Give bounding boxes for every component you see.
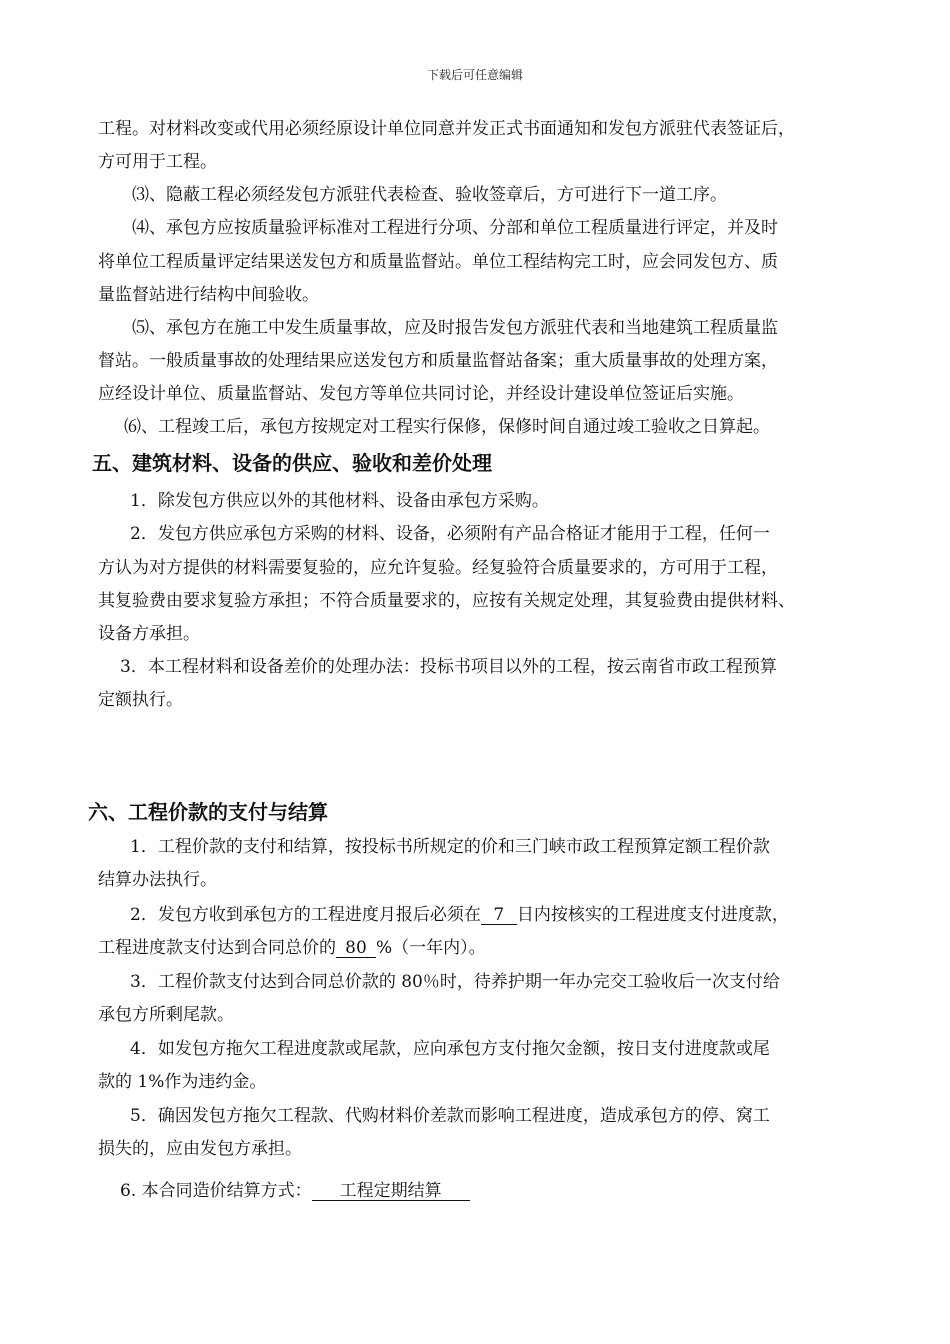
paragraph-line: 承包方所剩尾款。 [98, 1005, 234, 1025]
paragraph-line: 其复验费由要求复验方承担；不符合质量要求的，应按有关规定处理，其复验费由提供材料、 [98, 591, 795, 611]
paragraph-line: 量监督站进行结构中间验收。 [98, 285, 319, 305]
paragraph-line: 结算办法执行。 [98, 870, 217, 890]
section-heading: 六、工程价款的支付与结算 [88, 800, 328, 824]
page-header: 下载后可任意编辑 [426, 68, 523, 82]
paragraph-line: 将单位工程质量评定结果送发包方和质量监督站。单位工程结构完工时，应会同发包方、质 [98, 252, 778, 272]
paragraph-line: 定额执行。 [98, 690, 183, 710]
paragraph-line: 款的 1%作为违约金。 [98, 1072, 267, 1092]
payment-ratio-text: 工程进度款支付达到合同总价的 [98, 938, 336, 958]
payment-deadline-text: 2．发包方收到承包方的工程进度月报后必须在 [130, 905, 481, 925]
paragraph-line [98, 937, 486, 959]
paragraph-line: 1．除发包方供应以外的其他材料、设备由承包方采购。 [130, 491, 549, 511]
payment-percent-blank: 80 [336, 939, 376, 958]
payment-ratio-text-end: %（一年内）。 [376, 938, 486, 958]
paragraph-line: ⑹、工程竣工后，承包方按规定对工程实行保修，保修时间自通过竣工验收之日算起。 [124, 417, 770, 437]
paragraph-line: 方可用于工程。 [98, 152, 217, 172]
paragraph-line: 5．确因发包方拖欠工程款、代购材料价差款而影响工程进度，造成承包方的停、窝工 [130, 1106, 770, 1126]
paragraph-line: 方认为对方提供的材料需要复验的，应允许复验。经复验符合质量要求的，方可用于工程， [98, 558, 778, 578]
paragraph-line [120, 1180, 470, 1202]
paragraph-line [130, 904, 789, 926]
paragraph-line: 1．工程价款的支付和结算，按投标书所规定的价和三门峡市政工程预算定额工程价款 [130, 837, 770, 857]
paragraph-line: ⑷、承包方应按质量验评标准对工程进行分项、分部和单位工程质量进行评定，并及时 [132, 218, 778, 238]
paragraph-line: 损失的，应由发包方承担。 [98, 1139, 302, 1159]
paragraph-line: 3．工程价款支付达到合同总价款的 80％时，待养护期一年办完交工验收后一次支付给 [130, 972, 780, 992]
paragraph-line: 督站。一般质量事故的处理结果应送发包方和质量监督站备案；重大质量事故的处理方案， [98, 351, 778, 371]
paragraph-line: 应经设计单位、质量监督站、发包方等单位共同讨论，并经设计建设单位签证后实施。 [98, 384, 744, 404]
paragraph-line: ⑶、隐蔽工程必须经发包方派驻代表检查、验收签章后，方可进行下一道工序。 [132, 185, 727, 205]
section-heading: 五、建筑材料、设备的供应、验收和差价处理 [92, 451, 492, 475]
payment-deadline-text-end: 日内按核实的工程进度支付进度款， [516, 905, 789, 925]
paragraph-line: 3．本工程材料和设备差价的处理办法：投标书项目以外的工程，按云南省市政工程预算 [120, 657, 777, 677]
paragraph-line: 2．发包方供应承包方采购的材料、设备，必须附有产品合格证才能用于工程，任何一 [130, 524, 770, 544]
paragraph-line: 4．如发包方拖欠工程进度款或尾款，应向承包方支付拖欠金额，按日支付进度款或尾 [130, 1039, 770, 1059]
paragraph-line: 工程。对材料改变或代用必须经原设计单位同意并发正式书面通知和发包方派驻代表签证后， [98, 119, 795, 139]
paragraph-line: ⑸、承包方在施工中发生质量事故，应及时报告发包方派驻代表和当地建筑工程质量监 [132, 318, 778, 338]
settlement-method-label: 6. 本合同造价结算方式： [120, 1181, 312, 1201]
payment-days-blank: 7 [481, 906, 517, 925]
paragraph-line: 设备方承担。 [98, 624, 200, 644]
settlement-method-blank: 工程定期结算 [312, 1182, 470, 1201]
